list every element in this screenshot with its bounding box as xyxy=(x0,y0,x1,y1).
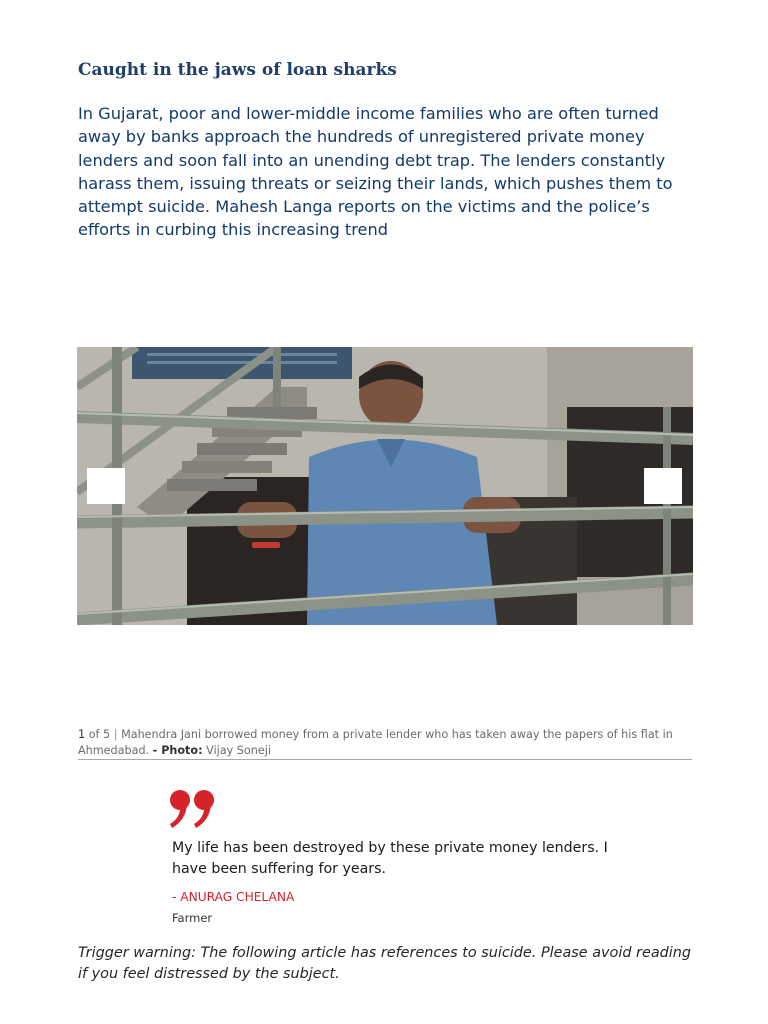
trigger-warning: Trigger warning: The following article has references to suicide. Please avoid reading if you feel distressed by the subject. xyxy=(78,945,692,982)
gallery-total: 5 xyxy=(103,728,111,741)
photo-credit-label: - Photo: xyxy=(152,744,203,757)
pullquote-text: My life has been destroyed by these private money lenders. I have been suffering for years. xyxy=(172,840,608,877)
quote-mark-icon xyxy=(168,788,218,834)
gallery-of-label: of xyxy=(88,728,100,741)
photographer-name: Vijay Soneji xyxy=(206,744,271,757)
pullquote-author: - ANURAG CHELANA xyxy=(172,890,295,904)
gallery-prev-button[interactable] xyxy=(87,468,125,504)
article-standfirst: In Gujarat, poor and lower-middle income families who are often turned away by banks approach the hundreds of unregistered private money lenders and soon fall into an unending debt trap. The lenders constantly harass them, issuing threats or seizing their lands, which pushes them to attempt suicide. Mahesh Langa reports on the victims and the police’s efforts in curbing this increasing trend xyxy=(78,104,673,240)
caption-text: Mahendra Jani borrowed money from a private lender who has taken away the papers of his flat in Ahmedabad. xyxy=(78,728,673,757)
article-title: Caught in the jaws of loan sharks xyxy=(78,60,397,80)
pullquote-role: Farmer xyxy=(172,911,213,925)
caption-divider xyxy=(78,759,692,760)
caption-separator: | xyxy=(113,728,118,741)
gallery-current: 1 xyxy=(78,728,86,741)
photo-caption xyxy=(78,727,692,759)
photo-illustration xyxy=(77,347,693,625)
gallery-next-button[interactable] xyxy=(644,468,682,504)
gallery-photo[interactable] xyxy=(77,347,693,625)
